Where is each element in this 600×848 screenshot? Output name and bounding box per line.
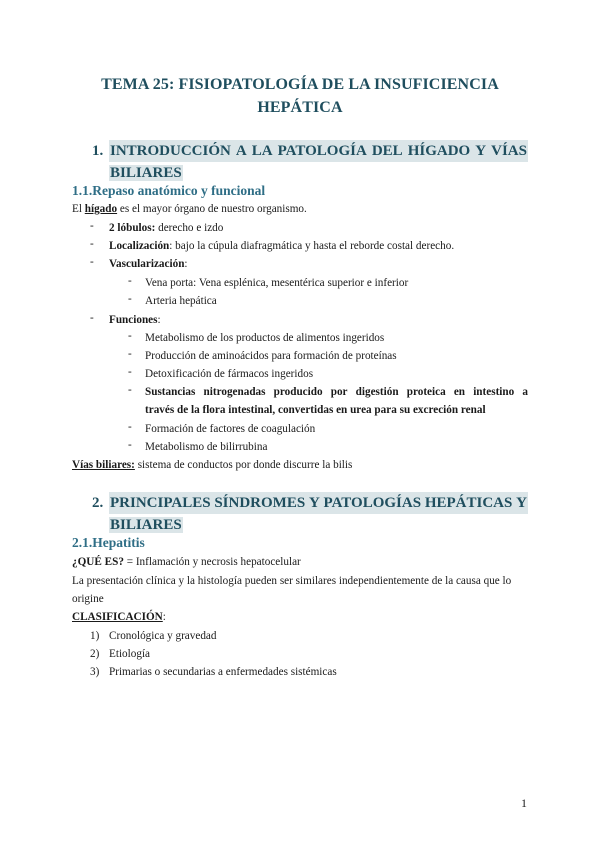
word: nitrogenadas [203,386,266,398]
word: en [453,386,466,398]
func-item: Detoxificación de fármacos ingeridos [145,368,314,380]
bullet-label: Funciones [109,314,158,326]
heading-word: DEL [371,143,403,159]
subsection-1-1-title: 1.1.Repaso anatómico y funcional [72,183,266,198]
heading-word: LA [251,143,273,159]
func-item: Metabolismo de bilirrubina [145,441,268,453]
class-item: Cronológica y gravedad [109,630,217,642]
dash-marker: - [128,439,132,451]
dash-marker: - [128,421,132,433]
intro-pre: El [72,203,85,215]
heading-word: HEPÁTICAS [424,495,513,511]
intro-post: es el mayor órgano de nuestro organismo. [117,203,307,215]
heading-word: INTRODUCCIÓN [110,143,231,159]
subsection-2-1-title: 2.1.Hepatitis [72,535,145,550]
que-es-text: = Inflamación y necrosis hepatocelular [123,556,301,568]
presentacion-line1: La presentación clínica y la histología pueden ser similares independientemente de la causa que lo [72,575,512,587]
clasificacion-line [72,609,166,625]
heading-word: PRINCIPALES [110,495,211,511]
document-title-line2: HEPÁTICA [257,99,343,116]
dash-marker: - [90,220,94,232]
bullet-vascularizacion [109,256,188,272]
section1-heading-line1 [109,140,528,162]
func-item: Producción de aminoácidos para formación de proteínas [145,350,397,362]
section1-heading-line2: BILIARES [110,165,182,181]
page-number: 1 [521,796,527,810]
word: digestión [355,386,399,398]
bullet-funciones [109,312,161,328]
vias-label: Vías biliares: [72,459,135,471]
word: por [330,386,348,398]
word: proteica [406,386,446,398]
heading-word: Y [516,495,527,511]
bullet-text: derecho e izdo [155,222,224,234]
word: a [522,386,528,398]
bullet-localizacion [109,238,454,254]
class-item: Etiología [109,648,151,660]
dash-marker: - [128,275,132,287]
func-item-sustancias-line2: través de la flora intestinal, convertidas en urea para su excreción renal [145,404,486,416]
class-item: Primarias o secundarias a enfermedades sistémicas [109,666,337,678]
bullet-label: 2 lóbulos: [109,222,156,234]
vias-text: sistema de conductos por donde discurre la bilis [134,459,353,471]
bullet-text: : bajo la cúpula diafragmática y hasta el reborde costal derecho. [169,240,455,252]
word: producido [273,386,323,398]
heading-word: VÍAS [491,143,527,159]
dash-marker: - [128,366,132,378]
bullet-label: Localización [109,240,170,252]
dash-marker: - [128,293,132,305]
intro-bold: hígado [84,203,118,215]
clasificacion-text: : [162,611,166,623]
intro-line [72,201,307,217]
heading-word: SÍNDROMES [214,495,306,511]
heading-word: PATOLOGÍAS [323,495,422,511]
func-item: Metabolismo de los productos de alimentos ingeridos [145,332,385,344]
section2-heading [109,492,528,536]
que-es-line [72,554,301,570]
list-number: 3) [90,666,100,678]
section2-heading-line1 [109,492,528,514]
dash-marker: - [90,238,94,250]
dash-marker: - [128,384,132,396]
presentacion-line2: origine [72,593,104,605]
dash-marker: - [128,348,132,360]
vasc-item: Arteria hepática [145,295,217,307]
vasc-item: Vena porta: Vena esplénica, mesentérica superior e inferior [145,277,409,289]
bullet-text: : [157,314,161,326]
list-number: 2) [90,648,100,660]
heading-word: Y [308,495,320,511]
word: Sustancias [145,386,196,398]
clasificacion-label: CLASIFICACIÓN [72,611,163,623]
section2-number: 2. [92,495,104,511]
bullet-label: Vascularización [109,258,185,270]
document-title-line1: TEMA 25: FISIOPATOLOGÍA DE LA INSUFICIENCIA [101,76,499,93]
func-item-sustancias-line1 [145,384,528,400]
dash-marker: - [90,312,94,324]
list-number: 1) [90,630,100,642]
heading-word: A [235,143,247,159]
dash-marker: - [128,330,132,342]
que-es-label: ¿QUÉ ES? [72,556,124,568]
section2-heading-line2: BILIARES [110,517,182,533]
heading-word: HÍGADO [407,143,471,159]
bullet-text: : [184,258,188,270]
section1-number: 1. [92,143,104,159]
func-item: Formación de factores de coagulación [145,423,316,435]
section1-heading [109,140,528,184]
word: intestino [473,386,515,398]
heading-word: Y [475,143,487,159]
dash-marker: - [90,256,94,268]
vias-biliares-line [72,457,352,473]
heading-word: PATOLOGÍA [277,143,367,159]
bullet-lobulos [109,220,223,236]
